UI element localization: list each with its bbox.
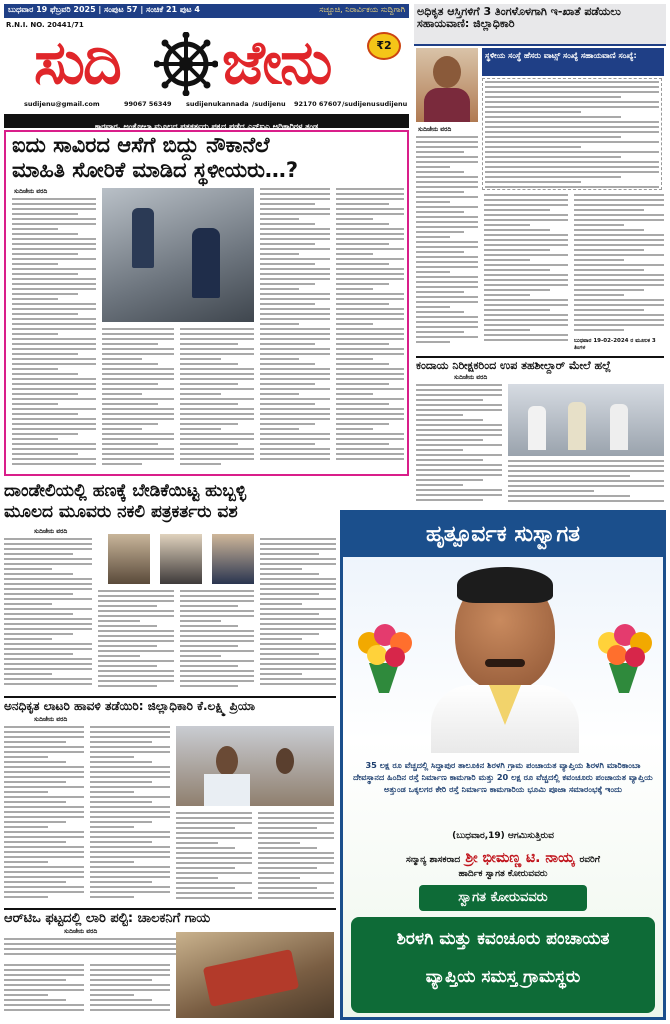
dandeli-text-col-2 [98,590,174,688]
advert-title: ಹೃತ್ಪೂರ್ವಕ ಸುಸ್ವಾಗತ [426,522,580,547]
lead-story [4,130,409,476]
advert-date: (ಬುಧವಾರ,19) ಆಗಮಿಸುತ್ತಿರುವ [452,831,554,841]
advert-welcome-line: ಹಾರ್ದಿಕ ಸ್ವಾಗತ ಕೋರುವವರು [458,869,548,879]
dandeli-text-col-3 [180,590,254,688]
rto-text-col-1 [4,964,84,1018]
right-top-text-col-3 [574,194,664,334]
issue-date: ಬುಧವಾರ 19 ಫೆಬ್ರವರಿ 2025 | ಸಂಪುಟ 57 | ಸಂಚಿಕೆ 21 ಪುಟ 4 [8,5,200,14]
welcomers-label-banner: ಸ್ವಾಗತ ಕೋರುವವರು [419,885,587,911]
tagline: ಸಚ್ಚೂಚಿ, ನಿರಾರ್ವಿಕಯ ಸುದ್ದಿಗಾಗಿ [319,5,405,14]
mla-portrait [431,563,579,753]
rto-text-col-2 [90,964,170,1018]
bouquet-right-icon [589,613,659,693]
suspect-photo-3 [212,534,254,584]
helpline-list [482,78,662,190]
helm-logo-icon [154,32,218,96]
lottery-story [4,696,336,906]
masthead-title-right: ಜೇನು [222,28,331,98]
lead-text-col-1 [12,198,96,470]
right-top-headline: ಅಧಿಕೃತ ಆಸ್ತಿಗಳಿಗೆ 3 ತಿಂಗಳೊಳಗಾಗಿ ಇ-ಖಾತೆ ಪಡೆಯಲು ಸಹಾಯವಾಣಿ: ಜಿಲ್ಲಾಧಿಕಾರಿ [414,4,666,46]
rto-headline: ಆರ್‌ಟಿಒ ಫಟ್ಟದಲ್ಲಿ ಲಾರಿ ಪಲ್ಟಿ: ಚಾಲಕನಿಗೆ ಗಾಯ [4,908,336,926]
email-contact[interactable]: sudijenu@gmail.com [24,100,100,108]
advert-title-banner [343,513,663,557]
masthead [4,28,409,106]
right-top-story [414,4,666,354]
advert-footer-line-1: ಶಿರಳಗಿ ಮತ್ತು ಕವಂಚೂರು ಪಂಚಾಯತ [396,929,610,949]
lead-headline-2: ಮಾಹಿತಿ ಸೋರಿಕೆ ಮಾಡಿದ ಸ್ಥಳೀಯರು…? [12,158,299,182]
advert-mla-line: ಸನ್ಮಾನ್ಯ ಶಾಸಕರಾದ ಶ್ರೀ ಭೀಮಣ್ಣ ಟಿ. ನಾಯ್ಕ ರವರಿಗೆ [405,850,601,866]
lottery-meeting-photo [176,726,334,806]
kandaya-text-col-2 [508,460,664,504]
dandeli-text-col-4 [260,538,336,688]
facebook-contact[interactable]: /sudijenu [252,100,286,108]
youtube-contact[interactable]: sudijenukannada [186,100,249,108]
lead-text-col-5 [336,188,404,470]
lead-text-col-2 [102,328,174,470]
bouquet-left-icon [349,613,419,693]
dandeli-headline-1: ದಾಂಡೇಲಿಯಲ್ಲಿ ಹಣಕ್ಕೆ ಬೇಡಿಕೆಯಿಟ್ಟ ಹುಬ್ಬಳ್ಳಿ [4,481,247,501]
suspect-photo-2 [160,534,202,584]
right-top-text-col-1 [416,136,478,348]
whatsapp-contact[interactable]: 92170 67607 [294,100,342,108]
dandeli-story [4,482,336,692]
lottery-text-col-2 [90,726,170,902]
masthead-strap: ಕಾರವಾರ, ಅಂಕೋಲಾ ಮೂಲದ ಪತ್ರಕರ್ತರು ಪಕ್ಷದ ಪಡೆದ ಎನ್‌ಐಎ ಅಧಿಕಾರಿಗಳ ತಂಡ [4,114,409,128]
rto-lorry-photo [176,932,334,1018]
masthead-title-left: ಸುದಿ [34,28,120,98]
right-top-date-note: ಬುಧವಾರ 19-02-2024 ರ ಮೂಲಕ 3 ತಿಂಗಳ [574,338,656,351]
lead-text-col-4 [260,188,330,470]
lead-headline-1: ಐದು ಸಾವಿರದ ಆಸೆಗೆ ಬಿದ್ದು ನೌಕಾನೆಲೆ [12,133,270,157]
lead-photo-arrest [102,188,254,322]
advert-body: 35 ಲಕ್ಷ ರೂ ವೆಚ್ಚದಲ್ಲಿ ಸಿದ್ದಾಪುರ ತಾಲೂಕಿನ ಶಿರಳಗಿ ಗ್ರಾಮ ಪಂಚಾಯತ ವ್ಯಾಪ್ತಿಯ ಶಿರಳಗಿ ಮಾರಿಕಾಂಬಾ ದೇವಸ್ಥಾನದ ಹಿಂದಿನ ರಸ್ತೆ ನಿರ್ಮಾಣ ಕಾಮಗಾರಿ ಮತ್ತು 20 ಲಕ್ಷ ರೂ ವೆಚ್ಚದಲ್ಲಿ ಕವಂಚೂರು ಪಂಚಾಯತ ವ್ಯಾಪ್ತಿಯ ಅತ್ತುಂಡ ಒಕ್ಕಲಗರ ಕೇರಿ ರಸ್ತೆ ನಿರ್ಮಾಣ ಕಾಮಗಾರಿಯ ಭೂಮಿ ಪೂಜಾ ಸಮಾರಂಭಕ್ಕೆ ಇಂದು [353,760,653,794]
dandeli-text-col-1 [4,538,92,688]
rto-story [4,908,336,1020]
lottery-text-col-1 [4,726,84,902]
lead-byline: ಸುದಿಜೇನು ವರದಿ [14,188,48,195]
lottery-headline: ಅನಧಿಕೃತ ಲಾಟರಿ ಹಾವಳಿ ತಡೆಯಿರಿ: ಜಿಲ್ಲಾಧಿಕಾರಿ ಕೆ.ಲಕ್ಷ್ಮಿ ಪ್ರಿಯಾ [4,696,336,713]
advert-footer-banner [351,917,655,1013]
suspect-photo-1 [108,534,150,584]
rni-number: R.N.I. NO. 20441/71 [6,21,84,29]
kandaya-headline: ಕಂದಾಯ ನಿರೀಕ್ಷಕರಿಂದ ಉಪ ತಹಶೀಲ್ದಾರ್ ಮೇಲೆ ಹಲ್ಲೆ [416,356,664,372]
price-badge: ₹2 [367,32,401,60]
twitter-contact[interactable]: /sudijenu [342,100,376,108]
kandaya-story [414,356,666,506]
contact-row [4,100,409,111]
lottery-byline: ಸುದಿಜೇನು ವರದಿ [34,716,68,723]
instagram-contact[interactable]: sudijenu [376,100,408,108]
collector-photo [416,48,478,122]
helpline-box: ಸ್ಥಳೀಯ ಸಂಸ್ಥೆ ಹೆಸರು ವಾಟ್ಸ್ ಸಂಖ್ಯೆ ಸಹಾಯವಾಣಿ ಸಂಖ್ಯೆ: [482,48,664,76]
welcome-advert [340,510,666,1020]
top-bar [4,4,409,18]
phone-contact[interactable]: 99067 56349 [124,100,172,108]
dandeli-byline: ಸುದಿಜೇನು ವರದಿ [34,528,68,535]
mla-name: ಶ್ರೀ ಭೀಮಣ್ಣ ಟಿ. ನಾಯ್ಕ [465,850,575,866]
kandaya-photo [508,384,664,456]
kandaya-text-col-1 [416,384,502,504]
rto-byline: ಸುದಿಜೇನು ವರದಿ [64,928,98,935]
lottery-text-col-4 [258,812,334,902]
right-top-byline: ಸುದಿಜೇನು ವರದಿ [418,126,452,133]
lottery-text-col-3 [176,812,252,902]
right-top-text-col-2 [484,194,568,348]
advert-footer-line-2: ವ್ಯಾಪ್ತಿಯ ಸಮಸ್ತ ಗ್ರಾಮಸ್ಥರು [425,967,581,987]
kandaya-byline: ಸುದಿಜೇನು ವರದಿ [454,374,488,381]
dandeli-headline-2: ಮೂಲದ ಮೂವರು ನಕಲಿ ಪತ್ರಕರ್ತರು ವಶ [4,502,238,522]
lead-text-col-3 [180,328,254,470]
